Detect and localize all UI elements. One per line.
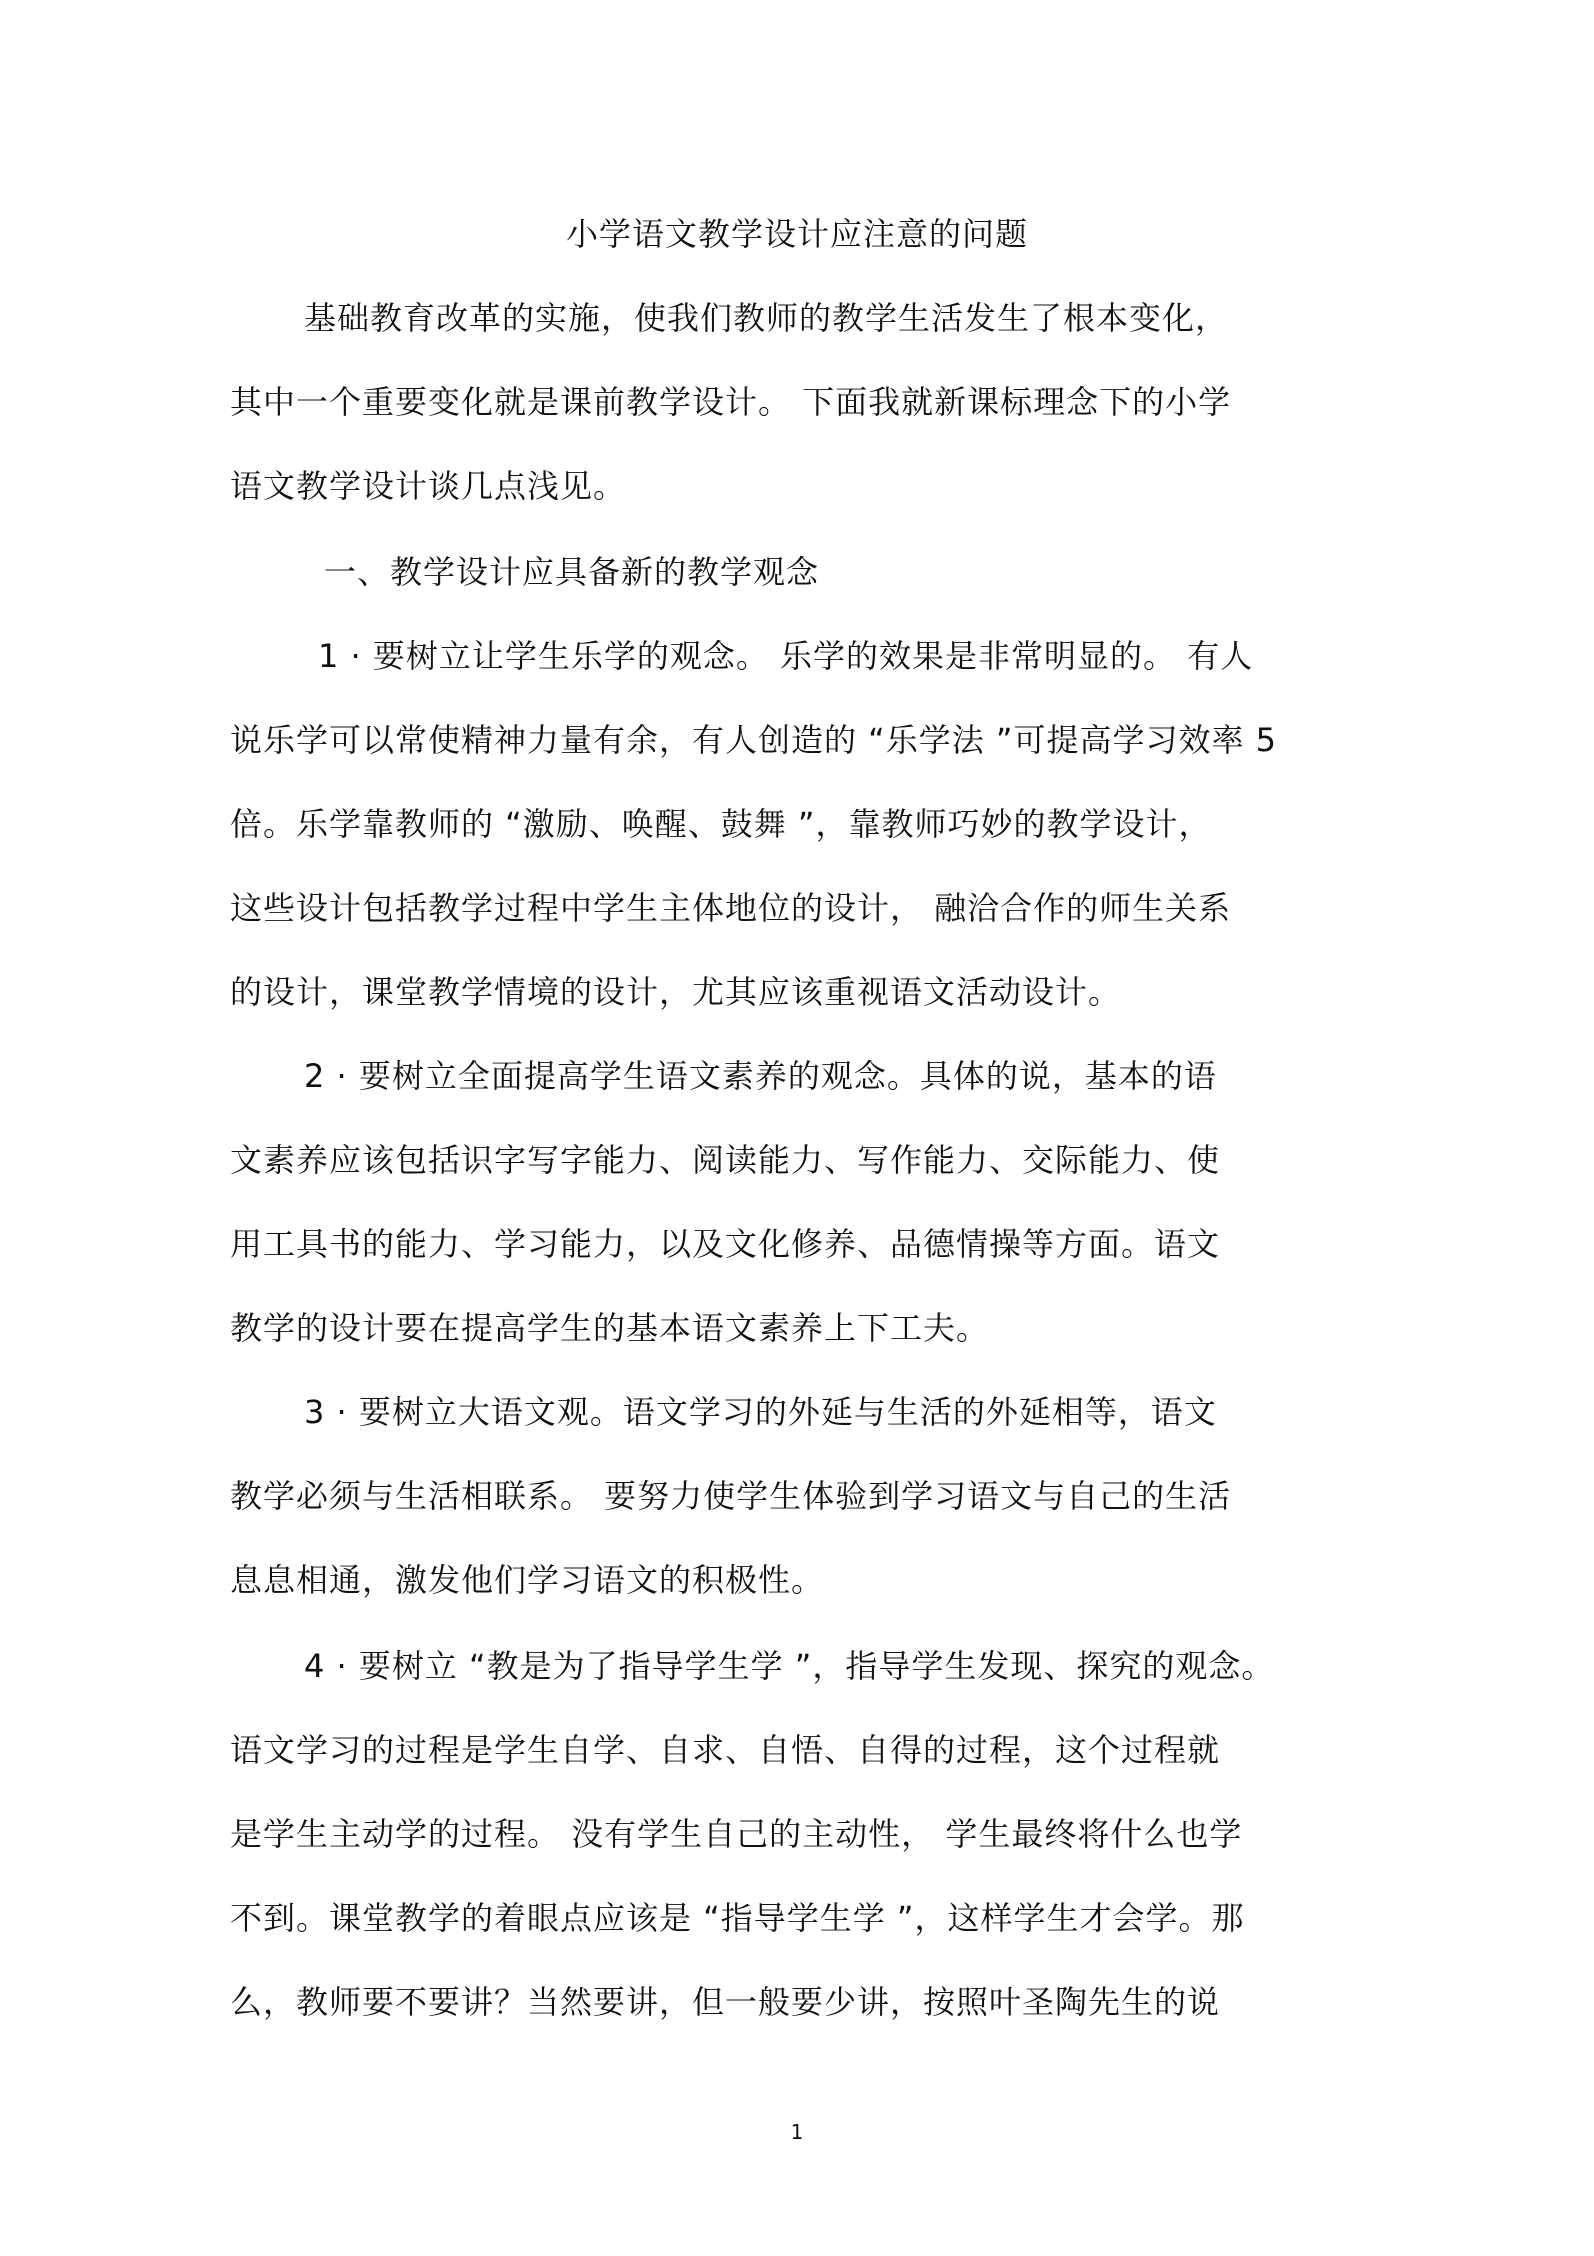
page-number: 1	[790, 2120, 804, 2144]
paragraph-line: 3 · 要树立大语文观。语文学习的外延与生活的外延相等，语文	[304, 1393, 1217, 1431]
paragraph-line: 是学生主动学的过程。 没有学生自己的主动性， 学生最终将什么也学	[230, 1815, 1243, 1853]
paragraph-line: 1 · 要树立让学生乐学的观念。 乐学的效果是非常明显的。 有人	[318, 637, 1254, 675]
document-title: 小学语文教学设计应注意的问题	[565, 215, 1028, 253]
paragraph-line: 息息相通，激发他们学习语文的积极性。	[230, 1561, 825, 1599]
paragraph-line: 2 · 要树立全面提高学生语文素养的观念。具体的说，基本的语	[304, 1057, 1217, 1095]
paragraph-line: 这些设计包括教学过程中学生主体地位的设计， 融洽合作的师生关系	[230, 889, 1232, 927]
paragraph-line: 文素养应该包括识字写字能力、阅读能力、写作能力、交际能力、使	[230, 1141, 1221, 1179]
paragraph-line: 教学的设计要在提高学生的基本语文素养上下工夫。	[230, 1309, 990, 1347]
section-heading: 一、教学设计应具备新的教学观念	[324, 553, 820, 591]
paragraph-line: 用工具书的能力、学习能力，以及文化修养、品德情操等方面。语文	[230, 1225, 1221, 1263]
paragraph-line: 的设计，课堂教学情境的设计，尤其应该重视语文活动设计。	[230, 973, 1122, 1011]
paragraph-line: 其中一个重要变化就是课前教学设计。 下面我就新课标理念下的小学	[230, 383, 1232, 421]
paragraph-line: 语文教学设计谈几点浅见。	[230, 467, 627, 505]
paragraph-line: 基础教育改革的实施，使我们教师的教学生活发生了根本变化，	[304, 299, 1229, 337]
paragraph-line: 4 · 要树立 “教是为了指导学生学 ”，指导学生发现、探究的观念。	[304, 1647, 1275, 1685]
paragraph-line: 倍。乐学靠教师的 “激励、唤醒、鼓舞 ”，靠教师巧妙的教学设计，	[230, 805, 1212, 843]
paragraph-line: 不到。课堂教学的着眼点应该是 “指导学生学 ”，这样学生才会学。那	[230, 1899, 1245, 1937]
paragraph-line: 教学必须与生活相联系。 要努力使学生体验到学习语文与自己的生活	[230, 1477, 1232, 1515]
paragraph-line: 么，教师要不要讲？当然要讲，但一般要少讲，按照叶圣陶先生的说	[230, 1983, 1221, 2021]
paragraph-line: 说乐学可以常使精神力量有余，有人创造的 “乐学法 ”可提高学习效率 5	[230, 721, 1278, 759]
paragraph-line: 语文学习的过程是学生自学、自求、自悟、自得的过程，这个过程就	[230, 1731, 1221, 1769]
